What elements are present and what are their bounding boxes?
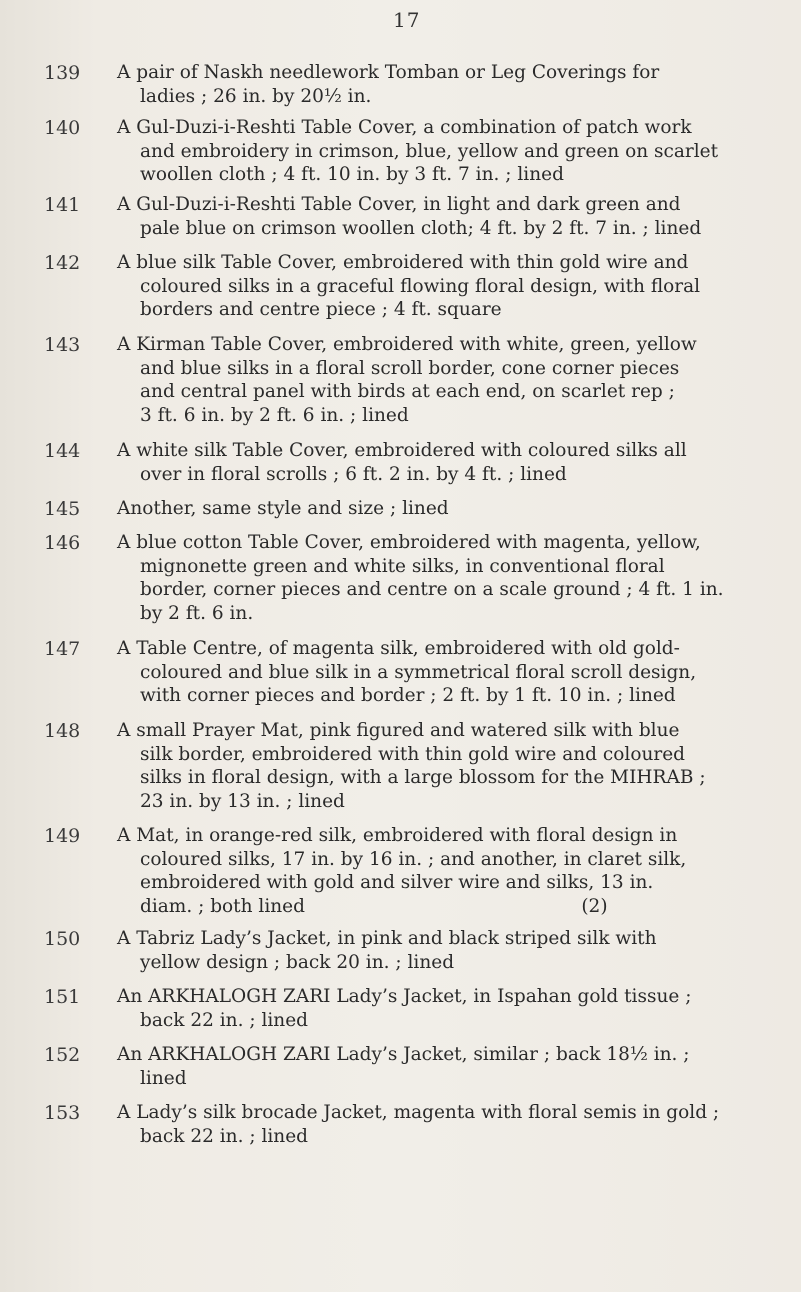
description-line: A pair of Naskh needlework Tomban or Leg Coverings for <box>117 62 660 83</box>
description-line: coloured and blue silk in a symmetrical floral scroll design, <box>140 661 697 683</box>
description-line: woollen cloth ; 4 ft. 10 in. by 3 ft. 7 in. ; lined <box>140 164 564 185</box>
lot-description <box>117 985 789 1032</box>
description-line: coloured silks in a graceful flowing floral design, with floral <box>140 275 701 297</box>
description-line: border, corner pieces and centre on a scale ground ; 4 ft. 1 in. <box>140 579 724 600</box>
description-line: A blue cotton Table Cover, embroidered with magenta, yellow, <box>117 532 701 553</box>
description-line: with corner pieces and border ; 2 ft. by 1 ft. 10 in. ; lined <box>140 685 676 706</box>
description-line: A Lady’s silk brocade Jacket, magenta with floral semis in gold ; <box>117 1102 720 1123</box>
description-line: back 22 in. ; lined <box>140 1125 308 1147</box>
description-line: A Tabriz Lady’s Jacket, in pink and black striped silk with <box>117 928 657 949</box>
lot-description <box>117 497 789 521</box>
lot-description <box>117 116 789 187</box>
lot-description <box>117 824 789 918</box>
lot-number: 149 <box>44 825 81 847</box>
description-line: over in floral scrolls ; 6 ft. 2 in. by 4 ft. ; lined <box>140 463 567 485</box>
lot-description <box>117 1101 789 1148</box>
description-line: Another, same style and size ; lined <box>117 498 449 519</box>
lot-number: 151 <box>44 986 81 1008</box>
description-line: A Kirman Table Cover, embroidered with white, green, yellow <box>117 334 697 355</box>
lot-description <box>117 927 789 974</box>
lot-description <box>117 251 789 322</box>
lot-number: 153 <box>44 1102 81 1124</box>
description-line: and blue silks in a floral scroll border, cone corner pieces <box>140 357 680 379</box>
lot-description <box>117 61 789 108</box>
lot-description <box>117 333 789 427</box>
lot-number: 144 <box>44 440 81 462</box>
description-line: A white silk Table Cover, embroidered with coloured silks all <box>117 440 687 461</box>
description-line: ladies ; 26 in. by 20½ in. <box>140 85 372 107</box>
description-line: silk border, embroidered with thin gold wire and coloured <box>140 743 686 765</box>
lot-description <box>117 719 789 813</box>
description-line: pale blue on crimson woollen cloth; 4 ft. by 2 ft. 7 in. ; lined <box>140 217 702 239</box>
description-line: and embroidery in crimson, blue, yellow and green on scarlet <box>140 140 719 162</box>
lot-number: 145 <box>44 498 81 520</box>
lot-number: 152 <box>44 1044 81 1066</box>
description-line: diam. ; both lined (2) <box>140 895 608 917</box>
description-line: A Mat, in orange-red silk, embroidered with floral design in <box>117 825 678 846</box>
description-line: and central panel with birds at each end, on scarlet rep ; <box>140 381 675 402</box>
lot-description <box>117 637 789 708</box>
description-line: yellow design ; back 20 in. ; lined <box>140 951 455 973</box>
description-line: embroidered with gold and silver wire and silks, 13 in. <box>140 872 654 893</box>
lot-number: 143 <box>44 334 81 356</box>
description-line: 23 in. by 13 in. ; lined <box>140 790 345 812</box>
lot-number: 140 <box>44 117 81 139</box>
lot-number: 142 <box>44 252 81 274</box>
description-line: silks in floral design, with a large blossom for the MIHRAB ; <box>140 767 706 788</box>
description-line: A blue silk Table Cover, embroidered with thin gold wire and <box>117 252 689 273</box>
description-line: An ARKHALOGH ZARI Lady’s Jacket, in Ispahan gold tissue ; <box>117 986 692 1007</box>
description-line: A small Prayer Mat, pink figured and watered silk with blue <box>117 720 680 741</box>
description-line: A Gul-Duzi-i-Reshti Table Cover, a combination of patch work <box>117 117 692 138</box>
lot-description <box>117 531 789 625</box>
lot-number: 147 <box>44 638 81 660</box>
description-line: A Gul-Duzi-i-Reshti Table Cover, in light and dark green and <box>117 194 681 215</box>
lot-description <box>117 439 789 486</box>
lot-number: 148 <box>44 720 81 742</box>
description-line: by 2 ft. 6 in. <box>140 602 254 624</box>
description-line: An ARKHALOGH ZARI Lady’s Jacket, similar ; back 18½ in. ; <box>117 1044 690 1065</box>
lot-number: 150 <box>44 928 81 950</box>
description-line: 3 ft. 6 in. by 2 ft. 6 in. ; lined <box>140 404 409 426</box>
lot-description <box>117 193 789 240</box>
description-line: coloured silks, 17 in. by 16 in. ; and another, in claret silk, <box>140 848 687 870</box>
page-number: 17 <box>393 8 421 32</box>
description-line: A Table Centre, of magenta silk, embroidered with old gold- <box>117 638 680 659</box>
lot-number: 139 <box>44 62 81 84</box>
lot-number: 146 <box>44 532 81 554</box>
description-line: lined <box>140 1067 187 1089</box>
description-line: mignonette green and white silks, in conventional floral <box>140 555 665 577</box>
lot-number: 141 <box>44 194 81 216</box>
description-line: borders and centre piece ; 4 ft. square <box>140 299 502 320</box>
lot-description <box>117 1043 789 1090</box>
description-line: back 22 in. ; lined <box>140 1009 308 1031</box>
